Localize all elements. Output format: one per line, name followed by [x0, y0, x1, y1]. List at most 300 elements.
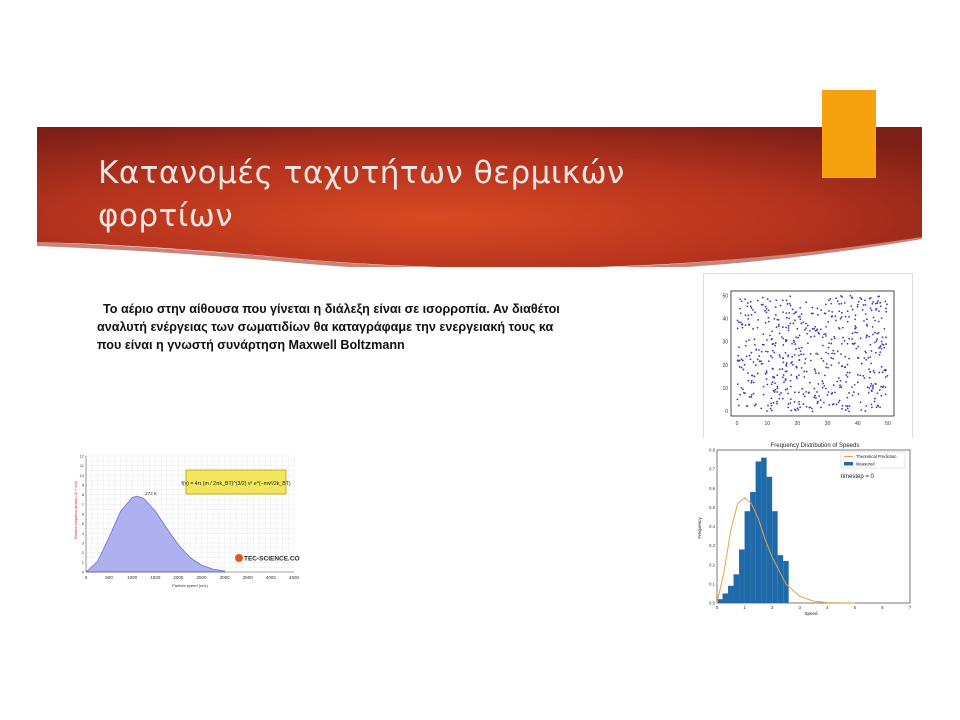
scatter-point: [806, 406, 808, 408]
mb-y-tick-label: 3: [81, 540, 84, 546]
scatter-point: [748, 314, 750, 316]
scatter-point: [845, 381, 847, 383]
scatter-point: [763, 394, 765, 396]
scatter-point: [881, 348, 883, 350]
hist-y-tick-label: 0.0: [709, 600, 715, 606]
scatter-point: [816, 391, 818, 393]
mb-y-tick-label: 0: [81, 569, 84, 575]
scatter-point: [801, 367, 803, 369]
scatter-point: [838, 401, 840, 403]
scatter-point: [841, 408, 843, 410]
scatter-point: [790, 305, 792, 307]
scatter-point: [769, 300, 771, 302]
scatter-point: [827, 353, 829, 355]
body-text-line-1: Το αέριο στην αίθουσα που γίνεται η διάλεξη είναι σε ισορροπία. Αν διαθέτοι: [103, 302, 560, 316]
scatter-point: [790, 380, 792, 382]
scatter-point: [862, 375, 864, 377]
mb-x-tick-label: 3500: [242, 575, 253, 580]
scatter-point: [782, 311, 784, 313]
scatter-point: [849, 372, 851, 374]
scatter-point: [824, 375, 826, 377]
scatter-point: [747, 302, 749, 304]
scatter-point: [779, 368, 781, 370]
scatter-point: [816, 402, 818, 404]
scatter-point: [782, 368, 784, 370]
scatter-point: [800, 323, 802, 325]
scatter-point: [800, 353, 802, 355]
scatter-point: [782, 357, 784, 359]
scatter-point: [822, 336, 824, 338]
scatter-point: [867, 386, 869, 388]
scatter-point: [851, 386, 853, 388]
scatter-point: [860, 337, 862, 339]
scatter-point: [767, 405, 769, 407]
scatter-point: [883, 328, 885, 330]
scatter-point: [789, 402, 791, 404]
scatter-point: [766, 339, 768, 341]
scatter-point: [767, 298, 769, 300]
scatter-point: [810, 353, 812, 355]
scatter-point: [838, 303, 840, 305]
scatter-point: [762, 297, 764, 299]
scatter-point: [793, 341, 795, 343]
scatter-y-tick-label: 50: [722, 293, 728, 300]
scatter-point: [877, 405, 879, 407]
scatter-point: [757, 300, 759, 302]
mb-y-tick-label: 1: [81, 559, 84, 565]
scatter-point: [829, 298, 831, 300]
scatter-point: [773, 318, 775, 320]
scatter-point: [834, 338, 836, 340]
scatter-point: [820, 309, 822, 311]
scatter-point: [760, 360, 762, 362]
scatter-point: [873, 317, 875, 319]
scatter-point: [772, 368, 774, 370]
scatter-point: [782, 326, 784, 328]
scatter-point: [783, 381, 785, 383]
scatter-point: [772, 376, 774, 378]
scatter-point: [868, 387, 870, 389]
scatter-point: [809, 330, 811, 332]
scatter-point: [862, 309, 864, 311]
scatter-point: [785, 379, 787, 381]
scatter-point: [835, 297, 837, 299]
scatter-point: [797, 337, 799, 339]
scatter-point: [885, 386, 887, 388]
scatter-point: [739, 394, 741, 396]
scatter-point: [868, 392, 870, 394]
mb-x-axis-label: Particle speed (m/s): [172, 583, 208, 588]
hist-x-tick-label: 2: [770, 605, 774, 610]
scatter-point: [812, 328, 814, 330]
scatter-x-tick-label: 0: [735, 421, 739, 427]
scatter-point: [769, 335, 771, 337]
body-text-line-3: που είναι η γνωστή συνάρτηση Maxwell Boltzmann: [97, 338, 405, 352]
scatter-point: [827, 321, 829, 323]
scatter-point: [864, 410, 866, 412]
scatter-point: [868, 368, 870, 370]
scatter-point: [770, 408, 772, 410]
scatter-point: [854, 328, 856, 330]
scatter-point: [770, 398, 772, 400]
scatter-point: [832, 404, 834, 406]
hist-x-tick-label: 3: [798, 605, 801, 610]
scatter-point: [781, 336, 783, 338]
hist-x-tick-label: 5: [853, 605, 857, 610]
scatter-point: [783, 374, 785, 376]
scatter-point: [820, 407, 822, 409]
scatter-point: [745, 314, 747, 316]
scatter-x-tick-label: 20: [794, 421, 801, 427]
scatter-point: [825, 335, 827, 337]
mb-formula-text: f(v) = 4π (m / 2πk_BT)^(3/2) v² e^(−mv²/2k_BT): [181, 481, 291, 487]
mb-y-tick-label: 11: [79, 463, 84, 469]
scatter-point: [799, 359, 801, 361]
scatter-point: [838, 327, 840, 329]
scatter-point: [816, 330, 818, 332]
maxwell-boltzmann-chart: [72, 454, 300, 591]
scatter-point: [823, 402, 825, 404]
scatter-point: [738, 321, 740, 323]
scatter-point: [737, 383, 739, 385]
scatter-point: [818, 333, 820, 335]
hist-x-tick-label: 6: [881, 605, 884, 610]
scatter-point: [772, 350, 774, 352]
scatter-point: [852, 309, 854, 311]
scatter-x-tick-label: 40: [854, 421, 861, 427]
scatter-point: [755, 364, 757, 366]
scatter-point: [758, 349, 760, 351]
scatter-point: [737, 327, 739, 329]
scatter-point: [870, 363, 872, 365]
scatter-point: [765, 350, 767, 352]
body-text: [97, 300, 687, 358]
scatter-point: [782, 376, 784, 378]
scatter-point: [851, 338, 853, 340]
scatter-point: [737, 320, 739, 322]
scatter-point: [751, 314, 753, 316]
scatter-point: [805, 327, 807, 329]
scatter-point: [854, 342, 856, 344]
scatter-point: [864, 299, 866, 301]
scatter-point: [779, 356, 781, 358]
scatter-point: [844, 340, 846, 342]
scatter-point: [765, 306, 767, 308]
scatter-point: [774, 391, 776, 393]
scatter-point: [825, 326, 827, 328]
scatter-point: [852, 395, 854, 397]
scatter-point: [754, 344, 756, 346]
scatter-x-tick-label: 30: [824, 421, 831, 427]
scatter-point: [844, 366, 846, 368]
scatter-point: [813, 396, 815, 398]
scatter-point: [772, 381, 774, 383]
scatter-point: [825, 366, 827, 368]
scatter-point: [771, 343, 773, 345]
scatter-point: [762, 333, 764, 335]
scatter-point: [757, 373, 759, 375]
scatter-point: [871, 403, 873, 405]
scatter-point: [776, 326, 778, 328]
scatter-point: [806, 371, 808, 373]
scatter-point: [747, 405, 749, 407]
scatter-point: [824, 312, 826, 314]
scatter-point: [799, 335, 801, 337]
scatter-point: [779, 354, 781, 356]
scatter-point: [773, 402, 775, 404]
scatter-point: [854, 332, 856, 334]
scatter-point: [876, 340, 878, 342]
scatter-point: [852, 332, 854, 334]
scatter-point: [831, 352, 833, 354]
scatter-point: [789, 303, 791, 305]
scatter-point: [790, 410, 792, 412]
hist-y-tick-label: 0.1: [709, 581, 715, 587]
scatter-point: [871, 350, 873, 352]
mb-x-tick-label: 2000: [173, 575, 184, 580]
scatter-point: [853, 391, 855, 393]
scatter-point: [788, 327, 790, 329]
scatter-point: [785, 389, 787, 391]
scatter-x-tick-label: 10: [764, 421, 771, 427]
scatter-point: [805, 391, 807, 393]
scatter-point: [793, 313, 795, 315]
scatter-point: [856, 332, 858, 334]
mb-logo-text: TEC-SCIENCE.COM: [244, 555, 300, 563]
scatter-point: [817, 353, 819, 355]
scatter-point: [872, 326, 874, 328]
scatter-point: [828, 310, 830, 312]
scatter-point: [881, 341, 883, 343]
scatter-point: [834, 391, 836, 393]
scatter-point: [776, 388, 778, 390]
scatter-point: [858, 357, 860, 359]
scatter-point: [771, 338, 773, 340]
scatter-point: [828, 299, 830, 301]
hist-bar: [778, 555, 784, 603]
scatter-point: [865, 405, 867, 407]
scatter-point: [752, 375, 754, 377]
scatter-point: [840, 318, 842, 320]
scatter-point: [807, 342, 809, 344]
particle-scatter-figure: [703, 273, 913, 447]
scatter-point: [803, 403, 805, 405]
hist-legend-measured: Measured: [856, 461, 875, 467]
scatter-point: [782, 398, 784, 400]
scatter-point: [858, 393, 860, 395]
scatter-point: [823, 333, 825, 335]
scatter-point: [831, 338, 833, 340]
scatter-point: [803, 353, 805, 355]
scatter-point: [771, 405, 773, 407]
scatter-point: [741, 387, 743, 389]
scatter-point: [811, 307, 813, 309]
scatter-point: [792, 309, 794, 311]
scatter-point: [831, 311, 833, 313]
scatter-point: [758, 355, 760, 357]
scatter-point: [748, 324, 750, 326]
scatter-point: [801, 347, 803, 349]
scatter-point: [766, 370, 768, 372]
scatter-point: [866, 318, 868, 320]
scatter-point: [752, 361, 754, 363]
scatter-point: [863, 320, 865, 322]
scatter-point: [745, 340, 747, 342]
scatter-point: [746, 355, 748, 357]
scatter-point: [805, 301, 807, 303]
hist-y-tick-label: 0.3: [709, 543, 715, 549]
hist-y-tick-label: 0.5: [709, 504, 715, 510]
scatter-point: [872, 334, 874, 336]
scatter-point: [885, 393, 887, 395]
scatter-point: [761, 304, 763, 306]
scatter-point: [837, 350, 839, 352]
hist-y-tick-label: 0.2: [709, 562, 715, 568]
scatter-point: [880, 305, 882, 307]
scatter-point: [787, 393, 789, 395]
scatter-point: [885, 311, 887, 313]
mb-x-tick-label: 1000: [127, 575, 138, 580]
scatter-point: [841, 366, 843, 368]
scatter-point: [794, 319, 796, 321]
scatter-y-tick-label: 20: [722, 362, 728, 369]
scatter-point: [810, 336, 812, 338]
scatter-point: [794, 354, 796, 356]
scatter-point: [817, 314, 819, 316]
scatter-point: [875, 352, 877, 354]
scatter-point: [869, 344, 871, 346]
scatter-point: [748, 339, 750, 341]
scatter-point: [795, 348, 797, 350]
scatter-point: [778, 398, 780, 400]
scatter-point: [871, 303, 873, 305]
scatter-point: [857, 304, 859, 306]
scatter-point: [847, 364, 849, 366]
scatter-point: [864, 377, 866, 379]
scatter-point: [879, 389, 881, 391]
scatter-point: [774, 389, 776, 391]
scatter-point: [850, 295, 852, 297]
scatter-point: [833, 336, 835, 338]
scatter-point: [742, 388, 744, 390]
scatter-point: [755, 403, 757, 405]
scatter-point: [814, 326, 816, 328]
scatter-point: [884, 301, 886, 303]
scatter-point: [818, 395, 820, 397]
scatter-point: [814, 395, 816, 397]
scatter-point: [750, 396, 752, 398]
scatter-point: [773, 352, 775, 354]
scatter-point: [878, 372, 880, 374]
scatter-point: [811, 408, 813, 410]
scatter-point: [806, 333, 808, 335]
scatter-point: [844, 302, 846, 304]
scatter-point: [778, 325, 780, 327]
scatter-point: [814, 335, 816, 337]
hist-bar: [745, 511, 751, 603]
scatter-point: [790, 362, 792, 364]
scatter-point: [751, 352, 753, 354]
scatter-point: [785, 365, 787, 367]
scatter-point: [787, 407, 789, 409]
scatter-point: [753, 393, 755, 395]
scatter-point: [885, 343, 887, 345]
scatter-point: [798, 401, 800, 403]
scatter-point: [776, 403, 778, 405]
scatter-point: [762, 344, 764, 346]
speed-histogram-chart: [693, 438, 916, 618]
scatter-point: [737, 360, 739, 362]
scatter-point: [833, 384, 835, 386]
scatter-point: [817, 383, 819, 385]
scatter-point: [768, 321, 770, 323]
scatter-point: [877, 300, 879, 302]
scatter-point: [838, 310, 840, 312]
scatter-point: [797, 407, 799, 409]
scatter-point: [831, 393, 833, 395]
scatter-point: [869, 371, 871, 373]
scatter-point: [875, 303, 877, 305]
scatter-point: [750, 305, 752, 307]
scatter-point: [739, 298, 741, 300]
mb-logo: [235, 554, 300, 563]
scatter-point: [753, 382, 755, 384]
scatter-point: [874, 320, 876, 322]
scatter-point: [857, 381, 859, 383]
scatter-point: [755, 348, 757, 350]
scatter-point: [851, 297, 853, 299]
scatter-point: [836, 404, 838, 406]
mb-y-tick-label: 6: [81, 511, 84, 517]
scatter-point: [747, 318, 749, 320]
scatter-point: [787, 403, 789, 405]
mb-y-tick-label: 4: [81, 530, 84, 536]
scatter-point: [778, 324, 780, 326]
scatter-point: [794, 409, 796, 411]
scatter-point: [830, 357, 832, 359]
scatter-point: [766, 384, 768, 386]
scatter-point: [828, 347, 830, 349]
scatter-point: [875, 383, 877, 385]
hist-y-tick-label: 0.7: [709, 466, 715, 472]
scatter-point: [766, 378, 768, 380]
scatter-point: [857, 346, 859, 348]
scatter-point: [754, 338, 756, 340]
scatter-point: [822, 387, 824, 389]
scatter-point: [795, 336, 797, 338]
scatter-point: [847, 408, 849, 410]
scatter-point: [874, 372, 876, 374]
slide-title-line-1: Κατανομές ταχυτήτων θερμικών: [98, 155, 625, 191]
scatter-point: [847, 397, 849, 399]
scatter-point: [813, 328, 815, 330]
scatter-point: [857, 374, 859, 376]
scatter-point: [854, 384, 856, 386]
scatter-point: [757, 359, 759, 361]
mb-x-tick-label: 500: [105, 575, 113, 580]
scatter-point: [815, 353, 817, 355]
scatter-point: [818, 372, 820, 374]
scatter-point: [754, 311, 756, 313]
hist-x-tick-label: 0: [715, 605, 719, 610]
scatter-point: [770, 355, 772, 357]
scatter-point: [750, 301, 752, 303]
scatter-plot-frame: [731, 291, 894, 416]
scatter-point: [776, 374, 778, 376]
scatter-point: [822, 383, 824, 385]
scatter-point: [814, 368, 816, 370]
scatter-point: [817, 401, 819, 403]
